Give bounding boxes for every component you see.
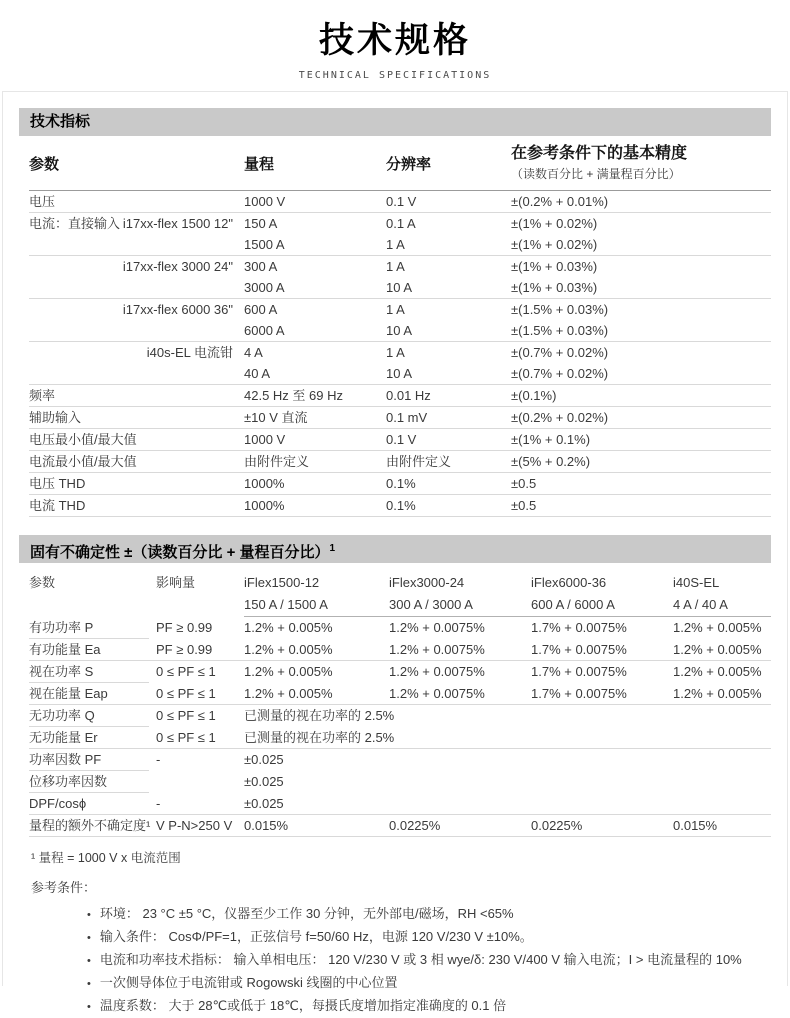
cell-param — [29, 473, 244, 494]
table-row — [29, 683, 771, 705]
cell-range: 1000 V — [244, 432, 286, 447]
section2-title: 固有不确定性 ±（读数百分比 + 量程百分比） — [30, 544, 330, 561]
col-subheader-iflex1500: 150 A / 1500 A — [244, 597, 328, 612]
section2-bar — [19, 535, 771, 563]
cell-resolution: 10 A — [386, 323, 413, 338]
cell-accuracy: ±(0.2% + 0.01%) — [511, 194, 609, 209]
col-header-iflex1500: iFlex1500-12 — [244, 575, 320, 590]
cell-accuracy: ±(1.5% + 0.03%) — [511, 323, 609, 338]
cell-iflex1500: ±0.025 — [244, 752, 284, 767]
col-subheader-i40s: 4 A / 40 A — [673, 597, 728, 612]
cell-resolution: 由附件定义 — [386, 454, 452, 469]
table-row — [29, 407, 771, 429]
accuracy-subtitle: （读数百分比 + 满量程百分比） — [511, 167, 681, 181]
table-row — [29, 617, 771, 639]
cell-iflex1500: 已测量的视在功率的 2.5% — [244, 708, 395, 723]
spec-table-header — [29, 136, 771, 191]
table-row — [29, 815, 771, 837]
cell-influence: 0 ≤ PF ≤ 1 — [156, 664, 216, 679]
param-label: 电压最小值/最大值 — [29, 432, 137, 447]
cell-range: 3000 A — [244, 280, 285, 295]
cell-influence: PF ≥ 0.99 — [156, 642, 213, 657]
cell-param: 无功能量 Er — [29, 730, 98, 745]
cell-range: 300 A — [244, 259, 278, 274]
reference-conditions-list — [19, 903, 771, 1018]
footnote-range: ¹ 量程 = 1000 V x 电流范围 — [31, 851, 181, 865]
cell-range: 600 A — [244, 302, 278, 317]
cell-influence: - — [156, 752, 161, 767]
table-row — [29, 495, 771, 517]
cell-param: 有功能量 Ea — [29, 642, 101, 657]
col-header-resolution: 分辨率 — [386, 156, 432, 173]
section1-bar — [19, 108, 771, 136]
col-header-iflex6000: iFlex6000-36 — [531, 575, 607, 590]
param-model-label: i40s-EL 电流钳 — [146, 345, 233, 360]
cell-resolution: 10 A — [386, 280, 413, 295]
cell-i40s: 0.015% — [673, 818, 718, 833]
cell-iflex1500: 已测量的视在功率的 2.5% — [244, 730, 395, 745]
cell-influence — [156, 771, 244, 793]
cell-resolution: 1 A — [386, 302, 405, 317]
cell-param: 视在能量 Eap — [29, 686, 108, 701]
cell-param — [29, 385, 244, 406]
table-row — [29, 277, 771, 299]
cell-param: 量程的额外不确定度¹ — [29, 818, 151, 833]
uncertainty-table — [29, 563, 771, 837]
cell-i40s: 1.2% + 0.005% — [673, 686, 762, 701]
cell-accuracy: ±(0.7% + 0.02%) — [511, 345, 609, 360]
table-row — [29, 299, 771, 320]
uncertainty-table-header — [29, 563, 771, 616]
accuracy-title: 在参考条件下的基本精度 — [511, 145, 688, 162]
col-header-iflex3000: iFlex3000-24 — [389, 575, 465, 590]
cell-iflex1500: ±0.025 — [244, 796, 284, 811]
cell-resolution: 0.1% — [386, 476, 416, 491]
reference-bullet: • 温度系数： 大于 28℃或低于 18℃，每摄氏度增加指定准确度的 0.1 倍 — [87, 995, 771, 1018]
cell-accuracy: ±(5% + 0.2%) — [511, 454, 591, 469]
reference-bullet: • 输入条件： CosΦ/PF=1，正弦信号 f=50/60 Hz，电源 120 V/230 V ±10%。 — [87, 926, 771, 949]
table-row — [29, 429, 771, 451]
cell-iflex3000: 1.2% + 0.0075% — [389, 686, 485, 701]
cell-accuracy: ±0.5 — [511, 476, 537, 491]
cell-resolution: 0.1% — [386, 498, 416, 513]
param-label: 电流最小值/最大值 — [29, 454, 137, 469]
cell-param — [29, 299, 244, 320]
table-row — [29, 705, 771, 727]
table-row — [29, 256, 771, 277]
table-row — [29, 793, 771, 815]
col-header-i40s: i40S-EL — [673, 575, 720, 590]
cell-influence: PF ≥ 0.99 — [156, 620, 213, 635]
cell-iflex6000: 1.7% + 0.0075% — [531, 642, 627, 657]
content-card — [2, 91, 788, 1013]
cell-influence: - — [156, 796, 161, 811]
col-subheader-iflex3000: 300 A / 3000 A — [389, 597, 473, 612]
cell-range: 由附件定义 — [244, 454, 310, 469]
cell-resolution: 1 A — [386, 345, 405, 360]
reference-bullet: • 电流和功率技术指标： 输入单相电压： 120 V/230 V 或 3 相 wye/δ: 230 V/400 V 输入电流；I > 电流量程的 10% — [87, 949, 771, 972]
table-row — [29, 342, 771, 363]
table-row — [29, 639, 771, 661]
spec-table — [29, 136, 771, 517]
param-model-label: i17xx-flex 3000 24" — [122, 259, 233, 274]
col-header-param: 参数 — [29, 156, 60, 173]
cell-iflex3000: 1.2% + 0.0075% — [389, 664, 485, 679]
cell-accuracy: ±(0.1%) — [511, 388, 557, 403]
cell-accuracy: ±(1% + 0.03%) — [511, 280, 598, 295]
cell-range: 6000 A — [244, 323, 285, 338]
table-row — [29, 213, 771, 234]
table-row — [29, 191, 771, 213]
param-label: 电流：直接输入 — [29, 216, 121, 231]
cell-iflex1500: 1.2% + 0.005% — [244, 664, 333, 679]
cell-resolution: 0.1 V — [386, 194, 417, 209]
cell-iflex3000: 0.0225% — [389, 818, 441, 833]
cell-param — [29, 191, 244, 212]
param-model-label: i17xx-flex 1500 12" — [122, 216, 233, 231]
table-row — [29, 661, 771, 683]
cell-param — [29, 234, 244, 255]
table-row — [29, 320, 771, 342]
table-row — [29, 234, 771, 256]
cell-accuracy: ±(1% + 0.02%) — [511, 216, 598, 231]
cell-influence: 0 ≤ PF ≤ 1 — [156, 730, 216, 745]
cell-param — [29, 256, 244, 277]
cell-accuracy: ±(1% + 0.03%) — [511, 259, 598, 274]
param-label: 辅助输入 — [29, 410, 82, 425]
cell-param: 无功功率 Q — [29, 705, 149, 727]
section1-title: 技术指标 — [30, 113, 91, 130]
cell-resolution: 0.01 Hz — [386, 388, 431, 403]
cell-resolution: 1 A — [386, 237, 405, 252]
table-row — [29, 451, 771, 473]
table-row — [29, 727, 771, 749]
cell-param — [29, 407, 244, 428]
param-model-label: i17xx-flex 6000 36" — [122, 302, 233, 317]
param-label: 电流 THD — [29, 498, 86, 513]
section2-title-sup: 1 — [329, 543, 336, 554]
cell-param — [29, 277, 244, 298]
param-label: 频率 — [29, 388, 56, 403]
cell-influence: 0 ≤ PF ≤ 1 — [156, 708, 216, 723]
cell-iflex1500: 0.015% — [244, 818, 289, 833]
cell-range: 1000% — [244, 476, 285, 491]
cell-param: 位移功率因数 — [29, 771, 149, 793]
cell-param: DPF/cosϕ — [29, 796, 87, 811]
cell-range: 4 A — [244, 345, 263, 360]
cell-resolution: 10 A — [386, 366, 413, 381]
cell-iflex1500: 1.2% + 0.005% — [244, 620, 333, 635]
cell-range: 1500 A — [244, 237, 285, 252]
cell-accuracy: ±(1% + 0.1%) — [511, 432, 591, 447]
cell-iflex3000: 1.2% + 0.0075% — [389, 642, 485, 657]
cell-resolution: 0.1 A — [386, 216, 416, 231]
cell-iflex6000: 1.7% + 0.0075% — [531, 686, 627, 701]
cell-iflex6000: 1.7% + 0.0075% — [531, 664, 627, 679]
reference-conditions-title: 参考条件： — [31, 880, 97, 895]
cell-iflex3000: 1.2% + 0.0075% — [389, 620, 485, 635]
cell-iflex6000: 0.0225% — [531, 818, 583, 833]
cell-accuracy: ±(1% + 0.02%) — [511, 237, 598, 252]
cell-range: ±10 V 直流 — [244, 410, 308, 425]
cell-accuracy: ±0.5 — [511, 498, 537, 513]
table-row — [29, 385, 771, 407]
param-label: 电压 — [29, 194, 56, 209]
cell-range: 42.5 Hz 至 69 Hz — [244, 388, 343, 403]
reference-bullet: • 环境： 23 °C ±5 °C，仪器至少工作 30 分钟，无外部电/磁场，RH <65% — [87, 903, 771, 926]
document-header — [0, 0, 790, 81]
page-subtitle: TECHNICAL SPECIFICATIONS — [298, 70, 492, 81]
cell-range: 40 A — [244, 366, 271, 381]
cell-param — [29, 495, 244, 516]
cell-resolution: 1 A — [386, 259, 405, 274]
cell-influence: V P-N>250 V — [156, 818, 233, 833]
cell-i40s: 1.2% + 0.005% — [673, 620, 762, 635]
cell-range: 1000 V — [244, 194, 286, 209]
cell-influence: 0 ≤ PF ≤ 1 — [156, 686, 216, 701]
cell-range: 1000% — [244, 498, 285, 513]
cell-iflex6000: 1.7% + 0.0075% — [531, 620, 627, 635]
cell-resolution: 0.1 mV — [386, 410, 428, 425]
cell-param — [29, 363, 244, 384]
table-row — [29, 363, 771, 385]
col-header-influence: 影响量 — [156, 575, 196, 590]
cell-i40s: 1.2% + 0.005% — [673, 664, 762, 679]
table-row — [29, 749, 771, 771]
cell-iflex1500: ±0.025 — [244, 774, 284, 789]
cell-param — [29, 342, 244, 363]
cell-iflex1500: 1.2% + 0.005% — [244, 686, 333, 701]
col-header-range: 量程 — [244, 156, 275, 173]
param-label: 电压 THD — [29, 476, 86, 491]
cell-iflex1500: 1.2% + 0.005% — [244, 642, 333, 657]
cell-range: 150 A — [244, 216, 278, 231]
cell-param: 功率因数 PF — [29, 749, 149, 771]
cell-i40s: 1.2% + 0.005% — [673, 642, 762, 657]
col-subheader-iflex6000: 600 A / 6000 A — [531, 597, 615, 612]
cell-resolution: 0.1 V — [386, 432, 417, 447]
cell-param: 视在功率 S — [29, 661, 149, 683]
page-title: 技术规格 — [318, 21, 471, 60]
cell-param — [29, 429, 244, 450]
cell-accuracy: ±(0.7% + 0.02%) — [511, 366, 609, 381]
col-header-accuracy — [511, 145, 771, 182]
table-row — [29, 771, 771, 793]
cell-accuracy: ±(1.5% + 0.03%) — [511, 302, 609, 317]
cell-param — [29, 451, 244, 472]
col-header-param2: 参数 — [29, 575, 56, 590]
cell-param — [29, 213, 244, 234]
reference-bullet: • 一次侧导体位于电流钳或 Rogowski 线圈的中心位置 — [87, 972, 771, 995]
cell-param: 有功功率 P — [29, 617, 149, 639]
cell-param — [29, 320, 244, 341]
cell-accuracy: ±(0.2% + 0.02%) — [511, 410, 609, 425]
table-row — [29, 473, 771, 495]
